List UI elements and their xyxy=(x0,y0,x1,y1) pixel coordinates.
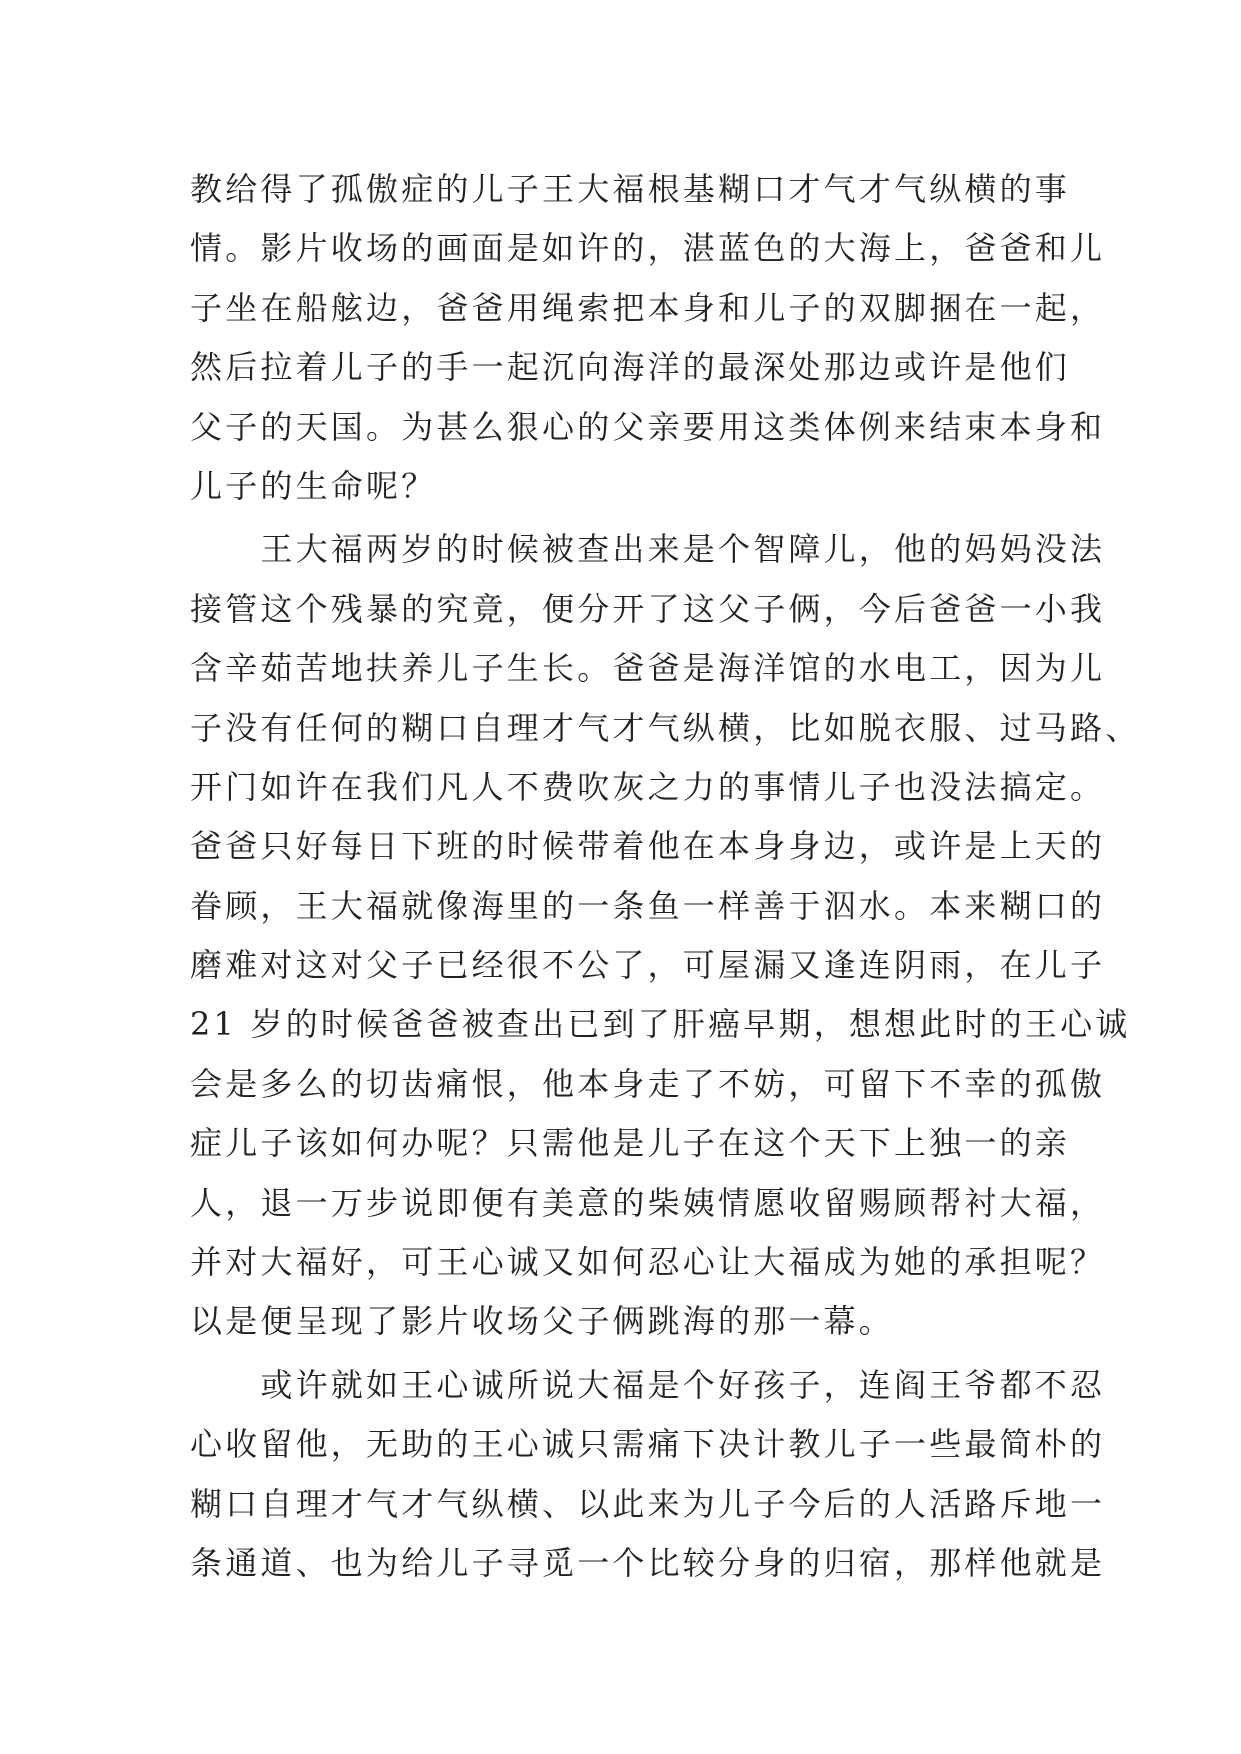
body-text xyxy=(190,160,1141,1593)
text-line: 教给得了孤傲症的儿子王大福根基糊口才气才气纵横的事 xyxy=(190,170,1071,208)
text-line: 儿子的生命呢？ xyxy=(190,466,437,505)
text-line: 王大福两岁的时候被查出来是个智障儿，他的妈妈没法 xyxy=(190,530,1106,569)
paragraph xyxy=(190,520,1141,1351)
text-line: 磨难对这对父子已经很不公了，可屋漏又逢连阴雨，在儿子 xyxy=(190,946,1106,985)
text-line: 症儿子该如何办呢？只需他是儿子在这个天下上独一的亲 xyxy=(190,1124,1071,1163)
text-line: 条通道、也为给儿子寻觅一个比较分身的归宿，那样他就是 xyxy=(190,1543,1106,1582)
text-line: 眷顾，王大福就像海里的一条鱼一样善于泅水。本来糊口的 xyxy=(190,886,1106,925)
text-line: 并对大福好，可王心诚又如何忍心让大福成为她的承担呢？ xyxy=(190,1243,1106,1282)
text-line: 糊口自理才气才气纵横、以此来为儿子今后的人活路斥地一 xyxy=(190,1484,1106,1523)
text-line: 心收留他，无助的王心诚只需痛下决计教儿子一些最简朴的 xyxy=(190,1425,1106,1464)
text-line: 21 岁的时候爸爸被查出已到了肝癌早期，想想此时的王心诚 xyxy=(190,1005,1131,1044)
paragraph xyxy=(190,1356,1106,1594)
text-line: 然后拉着儿子的手一起沉向海洋的最深处那边或许是他们 xyxy=(190,348,1071,387)
text-line: 父子的天国。为甚么狠心的父亲要用这类体例来结束本身和 xyxy=(190,407,1106,446)
text-line: 会是多么的切齿痛恨，他本身走了不妨，可留下不幸的孤傲 xyxy=(190,1064,1106,1103)
text-line: 子没有任何的糊口自理才气才气纵横，比如脱衣服、过马路、 xyxy=(190,708,1141,747)
text-line: 以是便呈现了影片收场父子俩跳海的那一幕。 xyxy=(190,1302,895,1341)
text-line: 含辛茹苦地扶养儿子生长。爸爸是海洋馆的水电工，因为儿 xyxy=(190,649,1106,688)
text-line: 情。影片收场的画面是如许的，湛蓝色的大海上，爸爸和儿 xyxy=(190,229,1106,268)
text-line: 子坐在船舷边，爸爸用绳索把本身和儿子的双脚捆在一起， xyxy=(190,288,1106,327)
text-line: 接管这个残暴的究竟，便分开了这父子俩，今后爸爸一小我 xyxy=(190,589,1106,628)
text-line: 开门如许在我们凡人不费吹灰之力的事情儿子也没法搞定。 xyxy=(190,767,1106,806)
text-line: 或许就如王心诚所说大福是个好孩子，连阎王爷都不忍 xyxy=(190,1365,1106,1404)
text-line: 爸爸只好每日下班的时候带着他在本身身边，或许是上天的 xyxy=(190,827,1106,866)
paragraph xyxy=(190,160,1106,516)
text-line: 人，退一万步说即便有美意的柴姨情愿收留赐顾帮衬大福， xyxy=(190,1183,1106,1222)
